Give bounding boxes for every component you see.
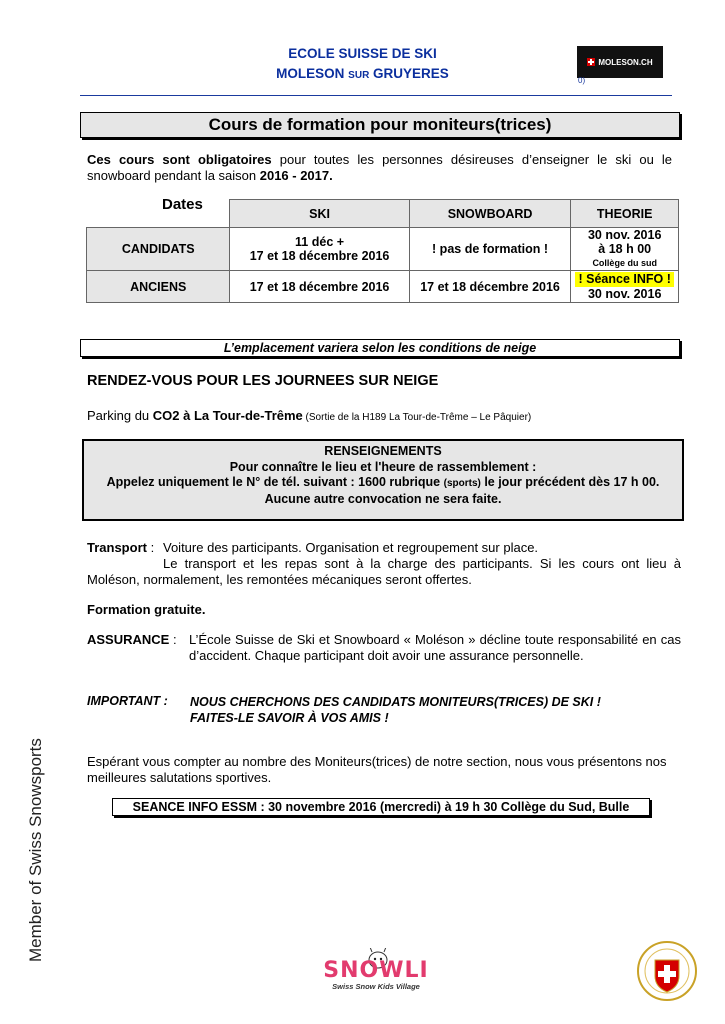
table-row (87, 228, 679, 271)
table-row (87, 271, 679, 303)
member-swiss-snowsports: Member of Swiss Snowsports (26, 738, 45, 962)
header-snowboard: SNOWBOARD (409, 200, 571, 228)
renseignements-title: RENSEIGNEMENTS (324, 444, 442, 458)
assurance-label: ASSURANCE : (87, 632, 177, 647)
moleson-logo: MOLESON.CH (577, 46, 663, 78)
cell-theorie-candidats: 30 nov. 2016 à 18 h 00 Collège du sud (571, 228, 679, 271)
row-label-anciens: ANCIENS (87, 271, 230, 303)
snowli-wordmark: SNOWLI (323, 958, 429, 983)
important-label: IMPORTANT : (87, 694, 168, 708)
header-divider (80, 95, 672, 96)
header-theorie: THEORIE (571, 200, 679, 228)
closing-paragraph: Espérant vous compter au nombre des Moniteurs(trices) de notre section, nous vous présentons nos meilleures salutations sportives. (87, 754, 667, 785)
parking-info: Parking du CO2 à La Tour-de-Trême (Sortie de la H189 La Tour-de-Trême – Le Pâquier) (87, 408, 532, 423)
seance-info-box: SEANCE INFO ESSM : 30 novembre 2016 (mercredi) à 19 h 30 Collège du Sud, Bulle (112, 798, 650, 816)
cell-theorie-anciens: ! Séance INFO ! 30 nov. 2016 (571, 271, 679, 303)
snowli-subtitle: Swiss Snow Kids Village (332, 982, 420, 991)
rdv-heading: RENDEZ-VOUS POUR LES JOURNEES SUR NEIGE (87, 373, 439, 389)
cell-ski-anciens: 17 et 18 décembre 2016 (230, 271, 409, 303)
cell-ski-candidats: 11 déc + 17 et 18 décembre 2016 (230, 228, 409, 271)
school-name: ECOLE SUISSE DE SKI (288, 46, 437, 61)
transport-text-2: Le transport et les repas sont à la charge des participants. Si les cours ont lieu à Moléson, normalement, les remontées mécaniques seront offertes. (87, 556, 681, 587)
location-note: L’emplacement variera selon les conditions de neige (80, 339, 680, 357)
header-ski: SKI (230, 200, 409, 228)
intro-paragraph: Ces cours sont obligatoires pour toutes les personnes désireuses d’enseigner le ski ou le snowboard pendant la saison 2016 - 2017. (87, 152, 673, 183)
page-title: Cours de formation pour moniteurs(trices) (80, 112, 680, 138)
cell-snowboard-anciens: 17 et 18 décembre 2016 (409, 271, 571, 303)
important-text: NOUS CHERCHONS DES CANDIDATS MONITEURS(TRICES) DE SKI ! FAITES-LE SAVOIR À VOS AMIS ! (190, 695, 601, 725)
formation-gratuite: Formation gratuite. (87, 602, 206, 617)
transport-label: Transport : (87, 540, 155, 555)
row-label-candidats: CANDIDATS (87, 228, 230, 271)
assurance-text: L’École Suisse de Ski et Snowboard « Moléson » décline toute responsabilité en cas d’accident. Chaque participant doit avoir une assurance personnelle. (189, 632, 681, 663)
swiss-flag-icon (587, 58, 595, 66)
dates-label: Dates (162, 196, 203, 213)
emblem-icon (636, 940, 698, 1002)
swiss-ski-school-emblem (636, 940, 698, 1002)
renseignements-box: RENSEIGNEMENTS Pour connaître le lieu et l'heure de rassemblement : Appelez uniquement le N° de tél. suivant : 1600 rubrique (sports) le jour précédent dès 17 h 00. Aucune autre convocation ne sera faite. (82, 439, 684, 521)
seance-info-highlight: ! Séance INFO ! (575, 272, 674, 287)
header-mark: 0) (578, 76, 586, 85)
school-location: MOLESON SUR GRUYERES (276, 66, 449, 81)
dates-table (86, 199, 679, 303)
transport-text: Voiture des participants. Organisation et regroupement sur place. (163, 540, 539, 555)
snowli-logo (312, 948, 440, 998)
cell-snowboard-candidats: ! pas de formation ! (409, 228, 571, 271)
